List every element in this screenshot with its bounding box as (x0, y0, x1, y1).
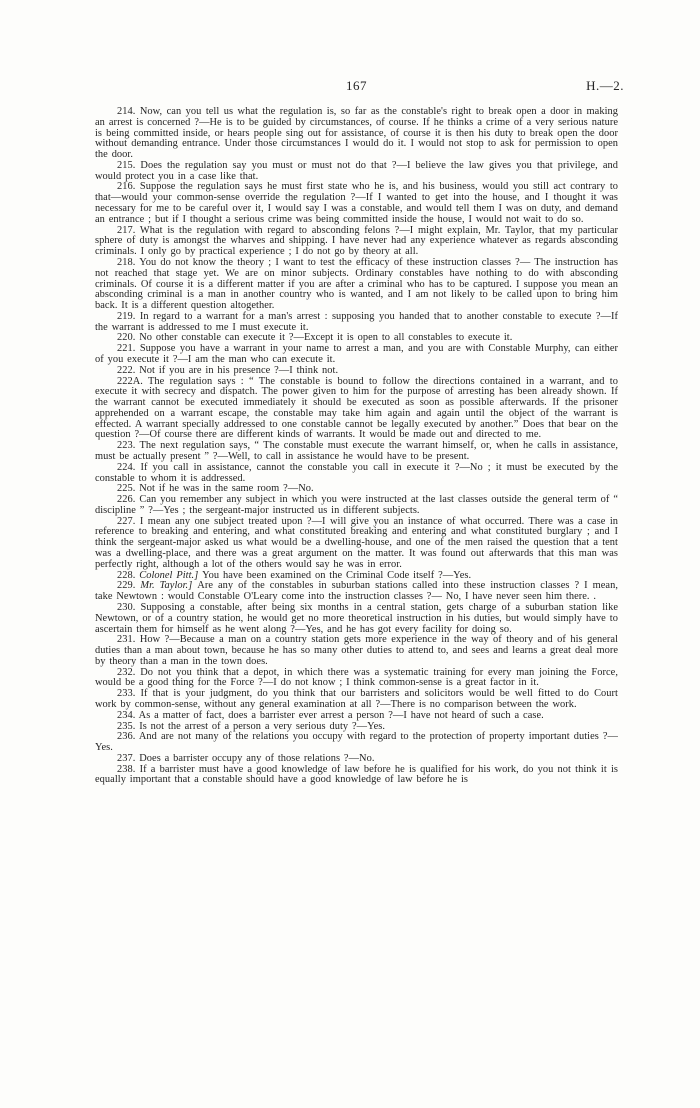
qa-text: I mean any one subject treated upon ?—I will give you an instance of what occurred. There was a case in reference to breaking and entering, and what constituted breaking and entering and what constituted burglary ; and I think the sergeant-major asked us what would be a dwelling-house, and one of the men raised the question that a tent was a dwelling-place, and there was a great argument on the matter. It was found out afterwards that this man was perfectly right, although a lot of the others would say he was in error. (95, 515, 619, 570)
question-number: 229. (117, 580, 141, 592)
qa-paragraph (95, 182, 618, 225)
qa-paragraph (95, 603, 618, 635)
qa-text: Does a barrister occupy any of those relations ?—No. (139, 752, 375, 764)
question-number: 224. (117, 461, 141, 473)
qa-paragraph (95, 226, 618, 258)
question-number: 217. (117, 224, 140, 236)
question-number: 220. (117, 332, 140, 344)
question-number: 237. (117, 752, 140, 764)
qa-text: You have been examined on the Criminal Code itself ?—Yes. (202, 569, 472, 581)
qa-text: Do not you think that a depot, in which there was a systematic training for every man joining the Force, would be a good thing for the Force ?—I do not know ; I think common-sense is a great factor in it. (95, 666, 618, 689)
qa-paragraph (95, 635, 618, 667)
qa-paragraph (95, 312, 618, 334)
qa-text: If a barrister must have a good knowledge of law before he is qualified for his work, do you not think it is equally important that a constable should have a good knowledge of law before he is (95, 763, 618, 786)
qa-text: The next regulation says, “ The constable must execute the warrant himself, or, when he calls in assistance, must be actually present ” ?—Well, to call in assistance he would have to be present. (95, 440, 619, 462)
qa-paragraph (95, 258, 618, 312)
transcript (95, 107, 618, 786)
qa-text: Not if you are in his presence ?—I think not. (139, 364, 339, 376)
qa-paragraph (95, 581, 618, 603)
question-number: 216. (117, 181, 140, 193)
qa-paragraph (95, 517, 618, 571)
report-reference: H.—2. (586, 78, 624, 93)
qa-text: Is not the arrest of a person a very serious duty ?—Yes. (139, 720, 386, 732)
qa-paragraph (95, 344, 618, 366)
question-number: 214. (117, 106, 140, 117)
qa-text: Supposing a constable, after being six months in a central station, gets charge of a suburban station like Newtown, or of a country station, he would get no more theoretical instruction in his duties, but would simply have to ascertain them for himself as he went along ?—Yes, and he has got every facility for doing so. (95, 601, 618, 635)
qa-text: In regard to a warrant for a man's arrest : supposing you handed that to another constable to execute ?—If the warrant is addressed to me I must execute it. (95, 310, 619, 333)
qa-paragraph (95, 161, 618, 183)
question-number: 232. (117, 666, 141, 678)
page-number: 167 (346, 78, 367, 93)
question-number: 222. (117, 364, 140, 376)
qa-text: If you call in assistance, cannot the constable you call in execute it ?—No ; it must be executed by the constable to whom it is addressed. (95, 461, 619, 484)
qa-text: How ?—Because a man on a country station gets more experience in the way of theory and of his general duties than a man about town, because he has so many other duties to attend to, and sees and learns a great deal more by theory than a man in the town does. (95, 634, 619, 667)
qa-paragraph (95, 668, 618, 690)
qa-text: Suppose you have a warrant in your name to arrest a man, and you are with Constable Murphy, can either of you execute it ?—I am the man who can execute it. (95, 343, 618, 365)
speaker-name: Mr. Taylor.] (140, 580, 198, 592)
question-number: 231. (117, 634, 140, 646)
qa-text: And are not many of the relations you occupy with regard to the protection of property important duties ?—Yes. (95, 731, 618, 754)
qa-paragraph (95, 107, 618, 161)
question-number: 226. (117, 494, 140, 506)
question-number: 233. (117, 688, 141, 700)
question-number: 235. (117, 720, 140, 732)
question-number: 221. (117, 343, 140, 355)
qa-paragraph (95, 441, 618, 463)
qa-paragraph (95, 732, 618, 754)
question-number: 215. (117, 159, 141, 171)
qa-text: The regulation says : “ The constable is bound to follow the directions contained in a warrant, and to execute it with secrecy and dispatch. The power given to him for the purpose of arresting has been already shown. If the warrant cannot be executed immediately it should be executed as soon as possible afterwards. If the prisoner apprehended on a warrant escape, the constable may take him again and again until the object of the warrant is effected. A warrant specially addressed to one constable cannot be legally executed by another.” Does that bear on the question ?—Of course there are different kinds of warrants. It would be made out and directed to me. (95, 375, 618, 441)
qa-text: Can you remember any subject in which you were instructed at the last classes outside the general term of “ discipline ” ?—Yes ; the sergeant-major instructed us in different subjects. (95, 494, 618, 516)
question-number: 222A. (117, 375, 149, 387)
question-number: 234. (117, 709, 139, 721)
qa-text: What is the regulation with regard to absconding felons ?—I might explain, Mr. Taylor, that my particular sphere of duty is amongst the wharves and shipping. I have never had any experience whatever as regards absconding criminals. I only go by practical experience ; I do not go by theory at all. (95, 224, 618, 258)
speaker-name: Colonel Pitt.] (139, 569, 203, 581)
qa-text: If that is your judgment, do you think that our barristers and solicitors would be well fitted to do Court work by common-sense, without any general examination at all ?—There is no comparison between the work. (95, 688, 618, 710)
qa-text: No other constable can execute it ?—Except it is open to all constables to execute it. (139, 332, 513, 344)
qa-paragraph (95, 463, 618, 485)
qa-text: Now, can you tell us what the regulation is, so far as the constable's right to break open a door in making an arrest is concerned ?—He is to be guided by circumstances, of course. If he thinks a crime of a very serious nature is being committed inside, or hears people sing out for assistance, of course it is then his duty to break open the door without demanding entrance. Under those circumstances I would do it. I would not stop to ask for permission to open the door. (95, 106, 618, 161)
qa-paragraph (95, 765, 618, 787)
question-number: 228. (117, 569, 140, 581)
qa-paragraph (95, 377, 618, 442)
question-number: 219. (117, 310, 140, 322)
qa-text: As a matter of fact, does a barrister ever arrest a person ?—I have not heard of such a case. (138, 709, 544, 721)
page-header (95, 78, 624, 94)
question-number: 227. (117, 515, 140, 527)
question-number: 238. (117, 763, 140, 775)
qa-paragraph (95, 689, 618, 711)
question-number: 236. (117, 731, 139, 743)
qa-text: Does the regulation say you must or must not do that ?—I believe the law gives you that privilege, and would protect you in a case like that. (95, 159, 618, 182)
qa-text: You do not know the theory ; I want to test the efficacy of these instruction classes ?— The instruction has not reached that stage yet. We are on minor subjects. Ordinary constables have nothing to do with absconding criminals. Of course it is a different matter if you are after a criminal who has to be captured. I suppose you mean an absconding criminal is a man in another country who is wanted, and I am not likely to be called upon to bring him back. It is a different question altogether. (95, 256, 618, 312)
qa-text: Not if he was in the same room ?—No. (139, 483, 314, 495)
qa-text: Are any of the constables in suburban stations called into these instruction classes ? I mean, take Newtown : would Constable O'Leary come into the instruction classes ?— No, I have never seen him there. . (95, 580, 618, 603)
question-number: 230. (117, 601, 141, 613)
qa-text: Suppose the regulation says he must first state who he is, and his business, would you still act contrary to that—would your common-sense override the regulation ?—If I wanted to get into the house, and I thought it was necessary for me to be careful over it, I would say I was a constable, and would tell them I was on duty, and demand an entrance ; but if I thought a serious crime was being committed inside the house, I would not wait to do so. (95, 181, 618, 225)
question-number: 223. (117, 440, 140, 452)
question-number: 218. (117, 256, 140, 268)
qa-paragraph (95, 495, 618, 517)
question-number: 225. (117, 483, 140, 495)
